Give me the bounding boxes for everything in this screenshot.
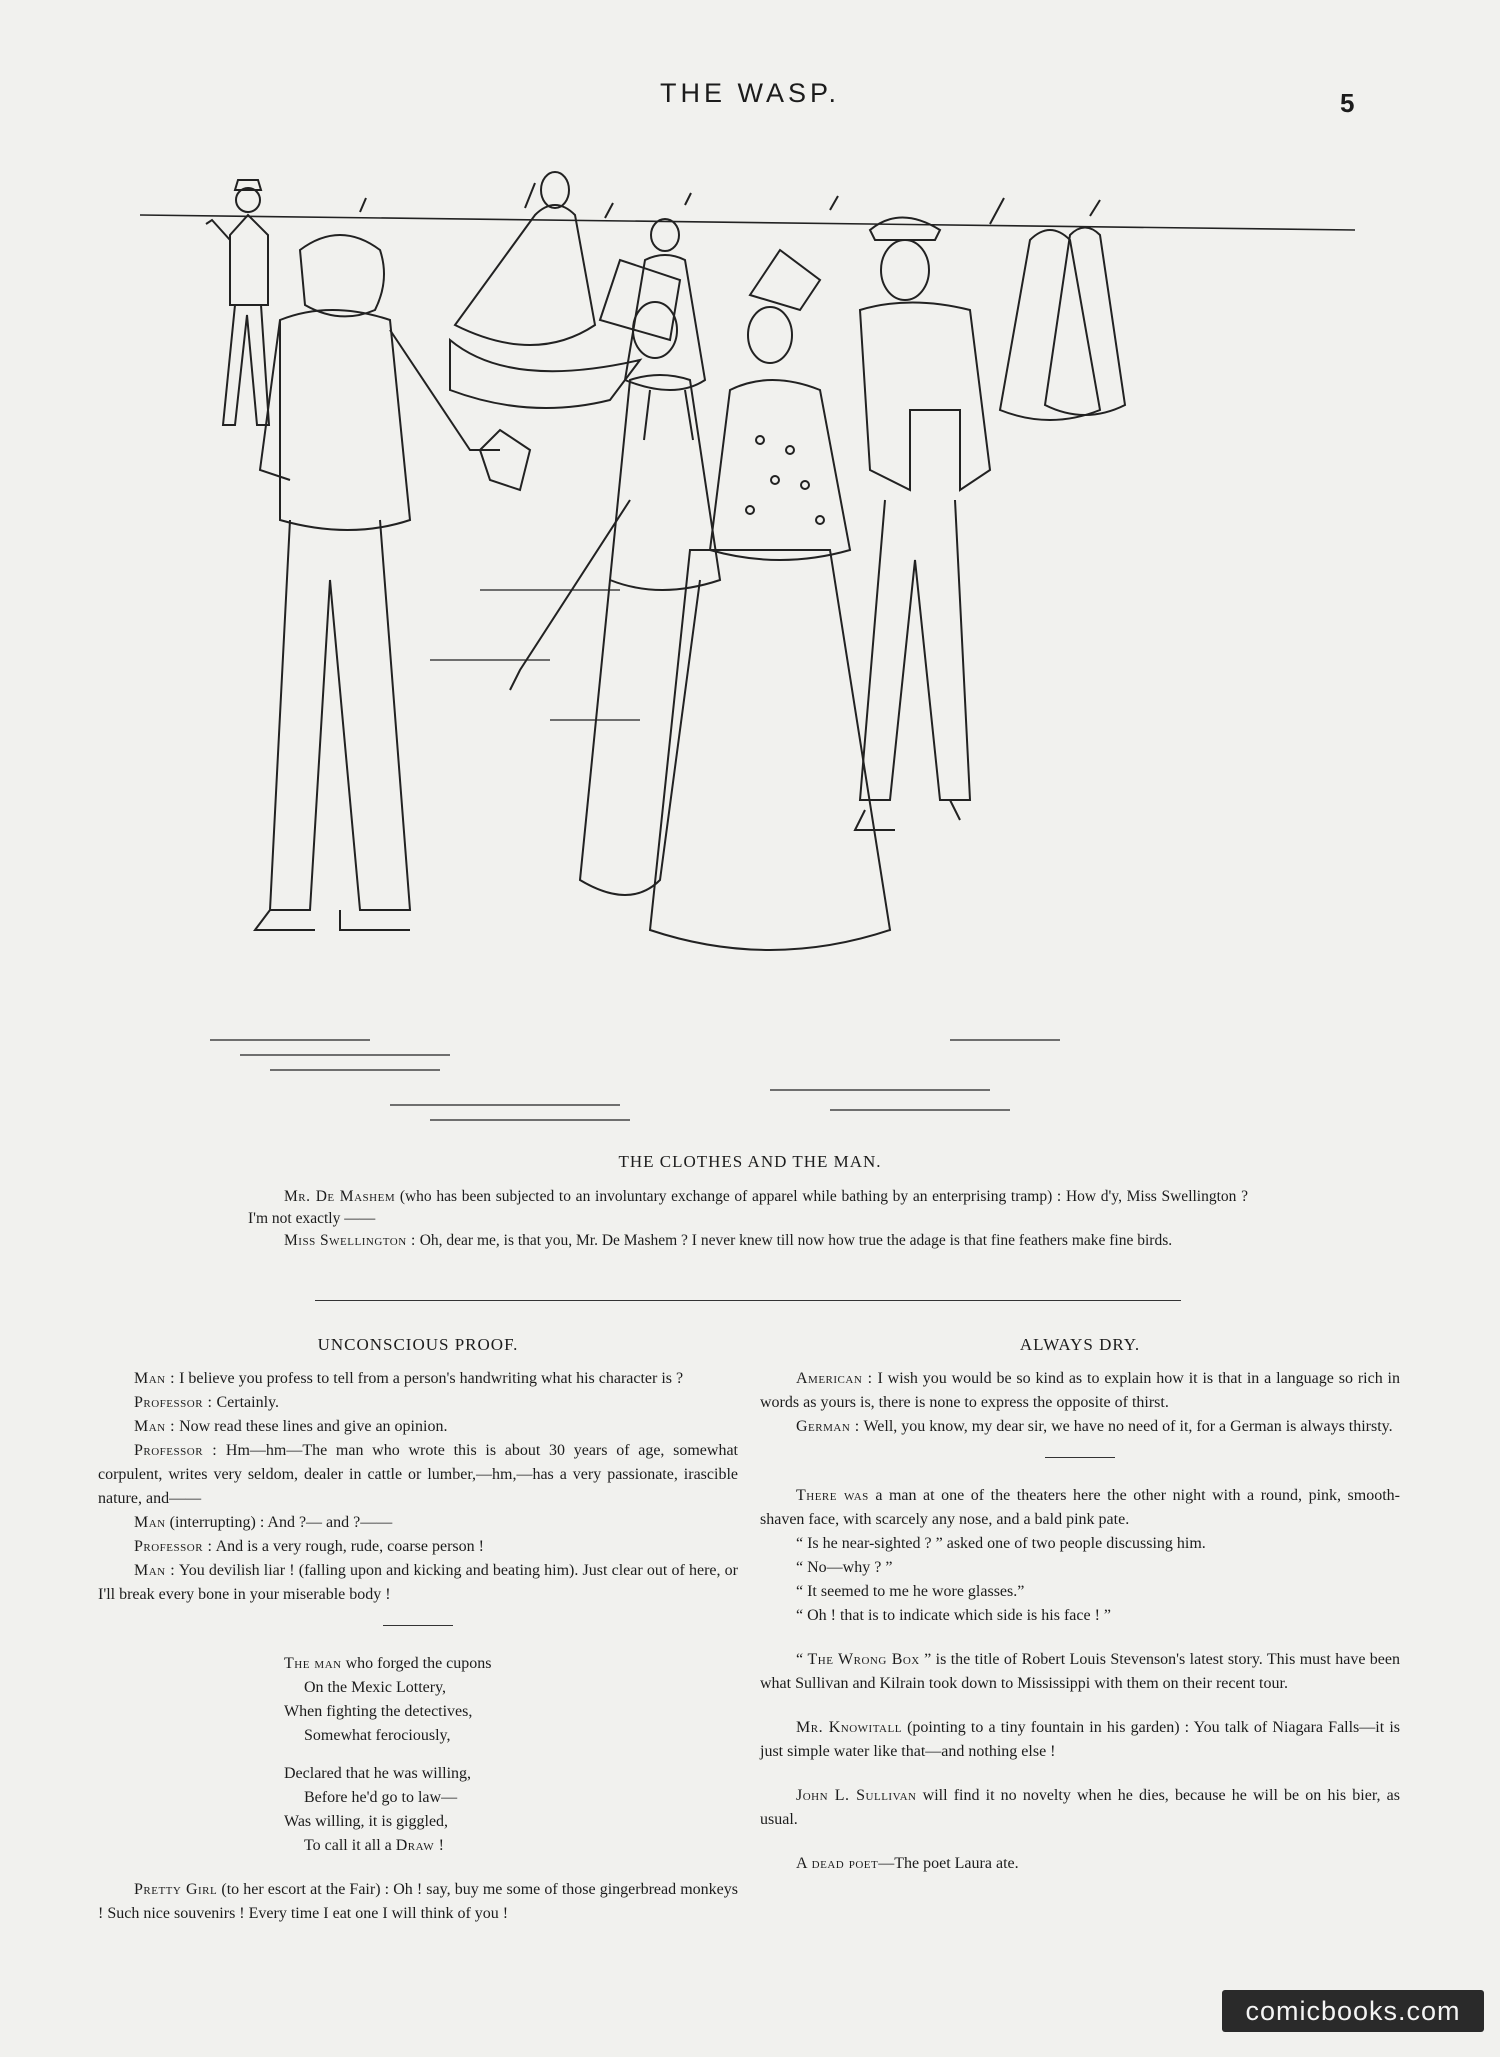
heading-unconscious-proof: UNCONSCIOUS PROOF.	[317, 1335, 519, 1354]
poem-stanza-2	[284, 1762, 738, 1858]
dialogue-text: Well, you know, my dear sir, we have no need of it, for a German is always thirsty.	[863, 1418, 1393, 1435]
quote-mark: “	[796, 1651, 804, 1668]
pretty-girl-paragraph	[98, 1878, 738, 1926]
short-divider	[383, 1625, 453, 1626]
dialogue-line	[98, 1415, 738, 1439]
dialogue-line	[98, 1535, 738, 1559]
lady-dark-figure	[580, 260, 720, 895]
short-divider	[1045, 1457, 1115, 1458]
caption-line-2	[248, 1230, 1248, 1252]
dialogue-line	[98, 1439, 738, 1511]
dead-poet-paragraph	[760, 1852, 1400, 1876]
book-title: The Wrong Box	[807, 1651, 920, 1668]
poem-last-word: Draw !	[395, 1837, 445, 1854]
paragraph-lead: A dead poet	[796, 1855, 879, 1872]
cartoon-illustration	[130, 120, 1370, 1140]
heading-always-dry: ALWAYS DRY.	[1019, 1335, 1141, 1354]
paragraph-text: (pointing to a tiny fountain in his garden) : You talk of Niagara Falls—it is just simple water like that—and nothing else !	[760, 1719, 1400, 1760]
dialogue-line	[98, 1511, 738, 1535]
cartoon-title: THE CLOTHES AND THE MAN.	[618, 1152, 882, 1171]
caption-line-1	[248, 1186, 1248, 1230]
dialogue-line	[760, 1367, 1400, 1415]
paragraph-text: —The poet Laura ate.	[878, 1855, 1019, 1872]
poem-line: Declared that he was willing,	[284, 1765, 472, 1782]
dialogue-line	[760, 1415, 1400, 1439]
poem-line	[284, 1652, 738, 1676]
poem-line: On the Mexic Lottery,	[304, 1679, 447, 1696]
left-column	[98, 1333, 738, 1926]
dialogue-text: I wish you would be so kind as to explain how it is that in a language so rich in words as yours is, there is none to express the opposite of thirst.	[760, 1370, 1401, 1411]
dialogue-line	[98, 1559, 738, 1607]
poem-line	[284, 1834, 738, 1858]
dialogue-text: And is a very rough, rude, coarse person !	[215, 1538, 484, 1555]
speaker: Man :	[134, 1370, 176, 1387]
section-divider	[315, 1300, 1181, 1301]
speaker: Professor :	[134, 1394, 213, 1411]
poem-line: Somewhat ferociously,	[304, 1727, 451, 1744]
caption-text-1: (who has been subjected to an involuntary exchange of apparel while bathing by an enterprising tramp) : How d'y, Miss Swellington ? I'm not exactly ——	[248, 1188, 1248, 1227]
speaker: Mr. Knowitall	[796, 1719, 902, 1736]
dialogue-line	[98, 1367, 738, 1391]
poem-lead: The man	[284, 1655, 342, 1672]
paragraph-text: ” is the title of Robert Louis Stevenson's latest story. This must have been what Sullivan and Kilrain took down to Mississippi with them on their recent tour.	[760, 1651, 1401, 1692]
theater-line: “ No—why ? ”	[796, 1559, 893, 1576]
watermark-badge: comicbooks.com	[1222, 1990, 1484, 2032]
speaker: Man :	[134, 1418, 176, 1435]
dialogue-text: I believe you profess to tell from a person's handwriting what his character is ?	[179, 1370, 684, 1387]
speaker: Pretty Girl	[134, 1881, 218, 1898]
page-number: 5	[1340, 88, 1355, 118]
masthead-title: THE WASP.	[659, 78, 841, 108]
dialogue-text: You devilish liar ! (falling upon and kicking and beating him). Just clear out of here, or I'll break every bone in your miserable body !	[98, 1562, 738, 1603]
wrong-box-paragraph	[760, 1648, 1400, 1696]
speaker: German :	[796, 1418, 860, 1435]
caption-speaker-2: Miss Swellington :	[284, 1232, 416, 1249]
poem	[284, 1652, 738, 1858]
dialogue-text: Now read these lines and give an opinion.	[179, 1418, 448, 1435]
gentleman-check-suit-figure	[855, 218, 990, 831]
paragraph-lead: John L. Sullivan	[796, 1787, 917, 1804]
cartoon-caption	[248, 1186, 1248, 1252]
paragraph-text: (to her escort at the Fair) : Oh ! say, buy me some of those gingerbread monkeys ! Such nice souvenirs ! Every time I eat one I will think of you !	[98, 1881, 738, 1922]
dialogue-line	[98, 1391, 738, 1415]
poem-stanza-1	[284, 1652, 738, 1748]
poem-line: When fighting the detectives,	[284, 1703, 473, 1720]
speaker: Professor :	[134, 1442, 218, 1459]
speaker: American :	[796, 1370, 873, 1387]
knowitall-paragraph	[760, 1716, 1400, 1764]
theater-line: “ It seemed to me he wore glasses.”	[796, 1583, 1025, 1600]
speaker: Man :	[134, 1562, 176, 1579]
dialogue-text: (interrupting) : And ?— and ?——	[169, 1514, 393, 1531]
dialogue-text: Certainly.	[216, 1394, 279, 1411]
dialogue-text: Hm—hm—The man who wrote this is about 30 years of age, somewhat corpulent, writes very seldom, dealer in cattle or lumber,—hm,—has a very passionate, irascible nature, and——	[98, 1442, 739, 1507]
theater-line: “ Is he near-sighted ? ” asked one of two people discussing him.	[796, 1535, 1206, 1552]
right-column	[760, 1333, 1400, 1876]
sullivan-paragraph	[760, 1784, 1400, 1832]
caption-speaker-1: Mr. De Mashem	[284, 1188, 396, 1205]
paragraph-text: a man at one of the theaters here the other night with a round, pink, smooth-shaven face, with scarcely any nose, and a bald pink pate.	[760, 1487, 1401, 1528]
poem-text: To call it all a	[304, 1837, 392, 1854]
theater-line: “ Oh ! that is to indicate which side is his face ! ”	[796, 1607, 1112, 1624]
caption-text-2: Oh, dear me, is that you, Mr. De Mashem ? I never knew till now how true the adage is that fine feathers make fine birds.	[419, 1232, 1173, 1249]
poem-line: Before he'd go to law—	[304, 1789, 458, 1806]
paragraph-text: will find it no novelty when he dies, because he will be on his bier, as usual.	[760, 1787, 1400, 1828]
paragraph-lead: There was	[796, 1487, 869, 1504]
background-ladies-figure	[1000, 228, 1125, 421]
speaker: Man	[134, 1514, 166, 1531]
speaker: Professor :	[134, 1538, 213, 1555]
theater-paragraph	[760, 1484, 1400, 1532]
poem-text: who forged the cupons	[345, 1655, 492, 1672]
poem-line: Was willing, it is giggled,	[284, 1813, 449, 1830]
